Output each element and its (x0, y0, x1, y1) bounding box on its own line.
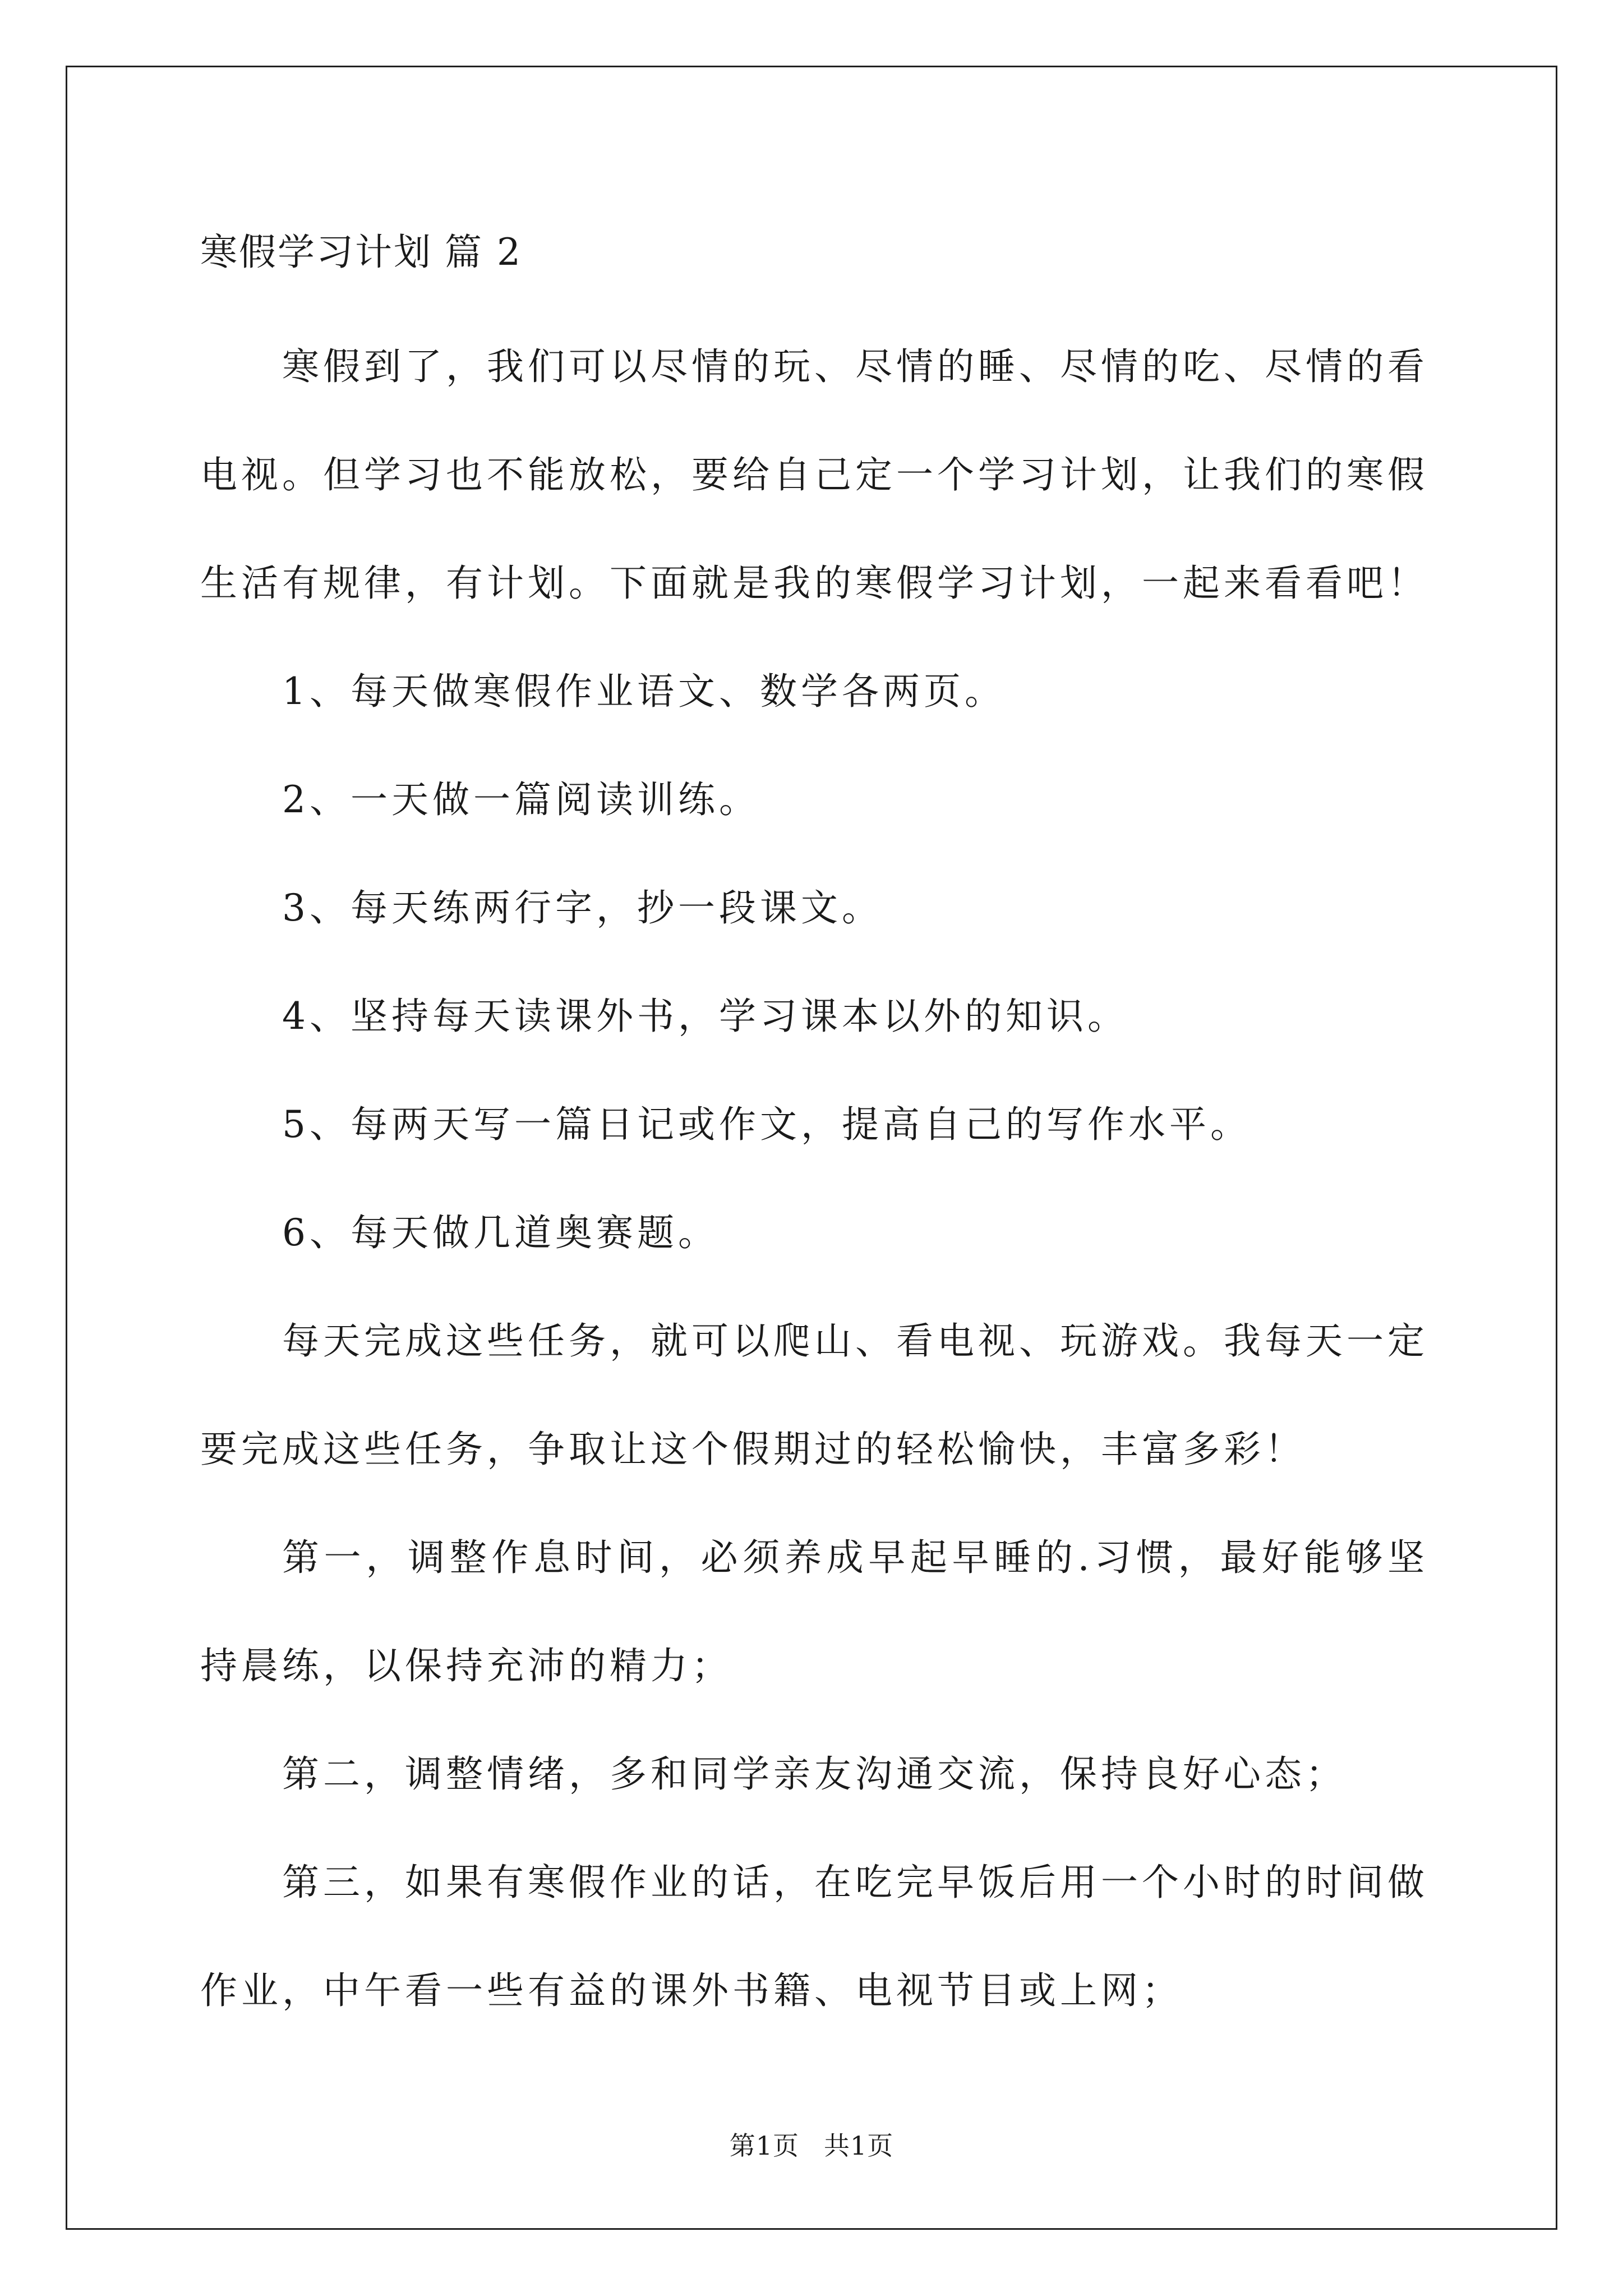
intro-paragraph: 寒假到了，我们可以尽情的玩、尽情的睡、尽情的吃、尽情的看电视。但学习也不能放松，要给自己定一个学习计划，让我们的寒假生活有规律，有计划。下面就是我的寒假学习计划，一起来看看吧！ (200, 345, 1428, 605)
plan-item: 4、坚持每天读课外书，学习课本以外的知识。 (282, 995, 1128, 1038)
tip-paragraph: 第二，调整情绪，多和同学亲友沟通交流，保持良好心态； (282, 1752, 1347, 1796)
plan-item: 2、一天做一篇阅读训练。 (282, 778, 760, 821)
title-text: 寒假学习计划 (200, 231, 432, 274)
plan-item: 6、每天做几道奥赛题。 (282, 1211, 719, 1254)
page-footer (0, 2129, 1623, 2162)
tip-paragraph: 第一，调整作息时间，必须养成早起早睡的.习惯，最好能够坚持晨练，以保持充沛的精力； (200, 1536, 1428, 1687)
plan-item: 5、每两天写一篇日记或作文，提高自己的写作水平。 (282, 1103, 1251, 1146)
paragraph-list (200, 312, 1428, 2045)
plan-item: 3、每天练两行字，抄一段课文。 (282, 886, 883, 930)
document-body (200, 222, 1428, 2045)
page-total: 共1页 (824, 2131, 894, 2161)
page-number: 第1页 (729, 2131, 799, 2161)
title-number: 篇 2 (445, 231, 522, 274)
document-title (200, 222, 1428, 283)
plan-item: 1、每天做寒假作业语文、数学各两页。 (282, 670, 1006, 713)
summary-paragraph: 每天完成这些任务，就可以爬山、看电视、玩游戏。我每天一定要完成这些任务，争取让这个假期过的轻松愉快，丰富多彩！ (200, 1319, 1428, 1471)
tip-paragraph: 第三，如果有寒假作业的话，在吃完早饭后用一个小时的时间做作业，中午看一些有益的课外书籍、电视节目或上网； (200, 1861, 1428, 2012)
